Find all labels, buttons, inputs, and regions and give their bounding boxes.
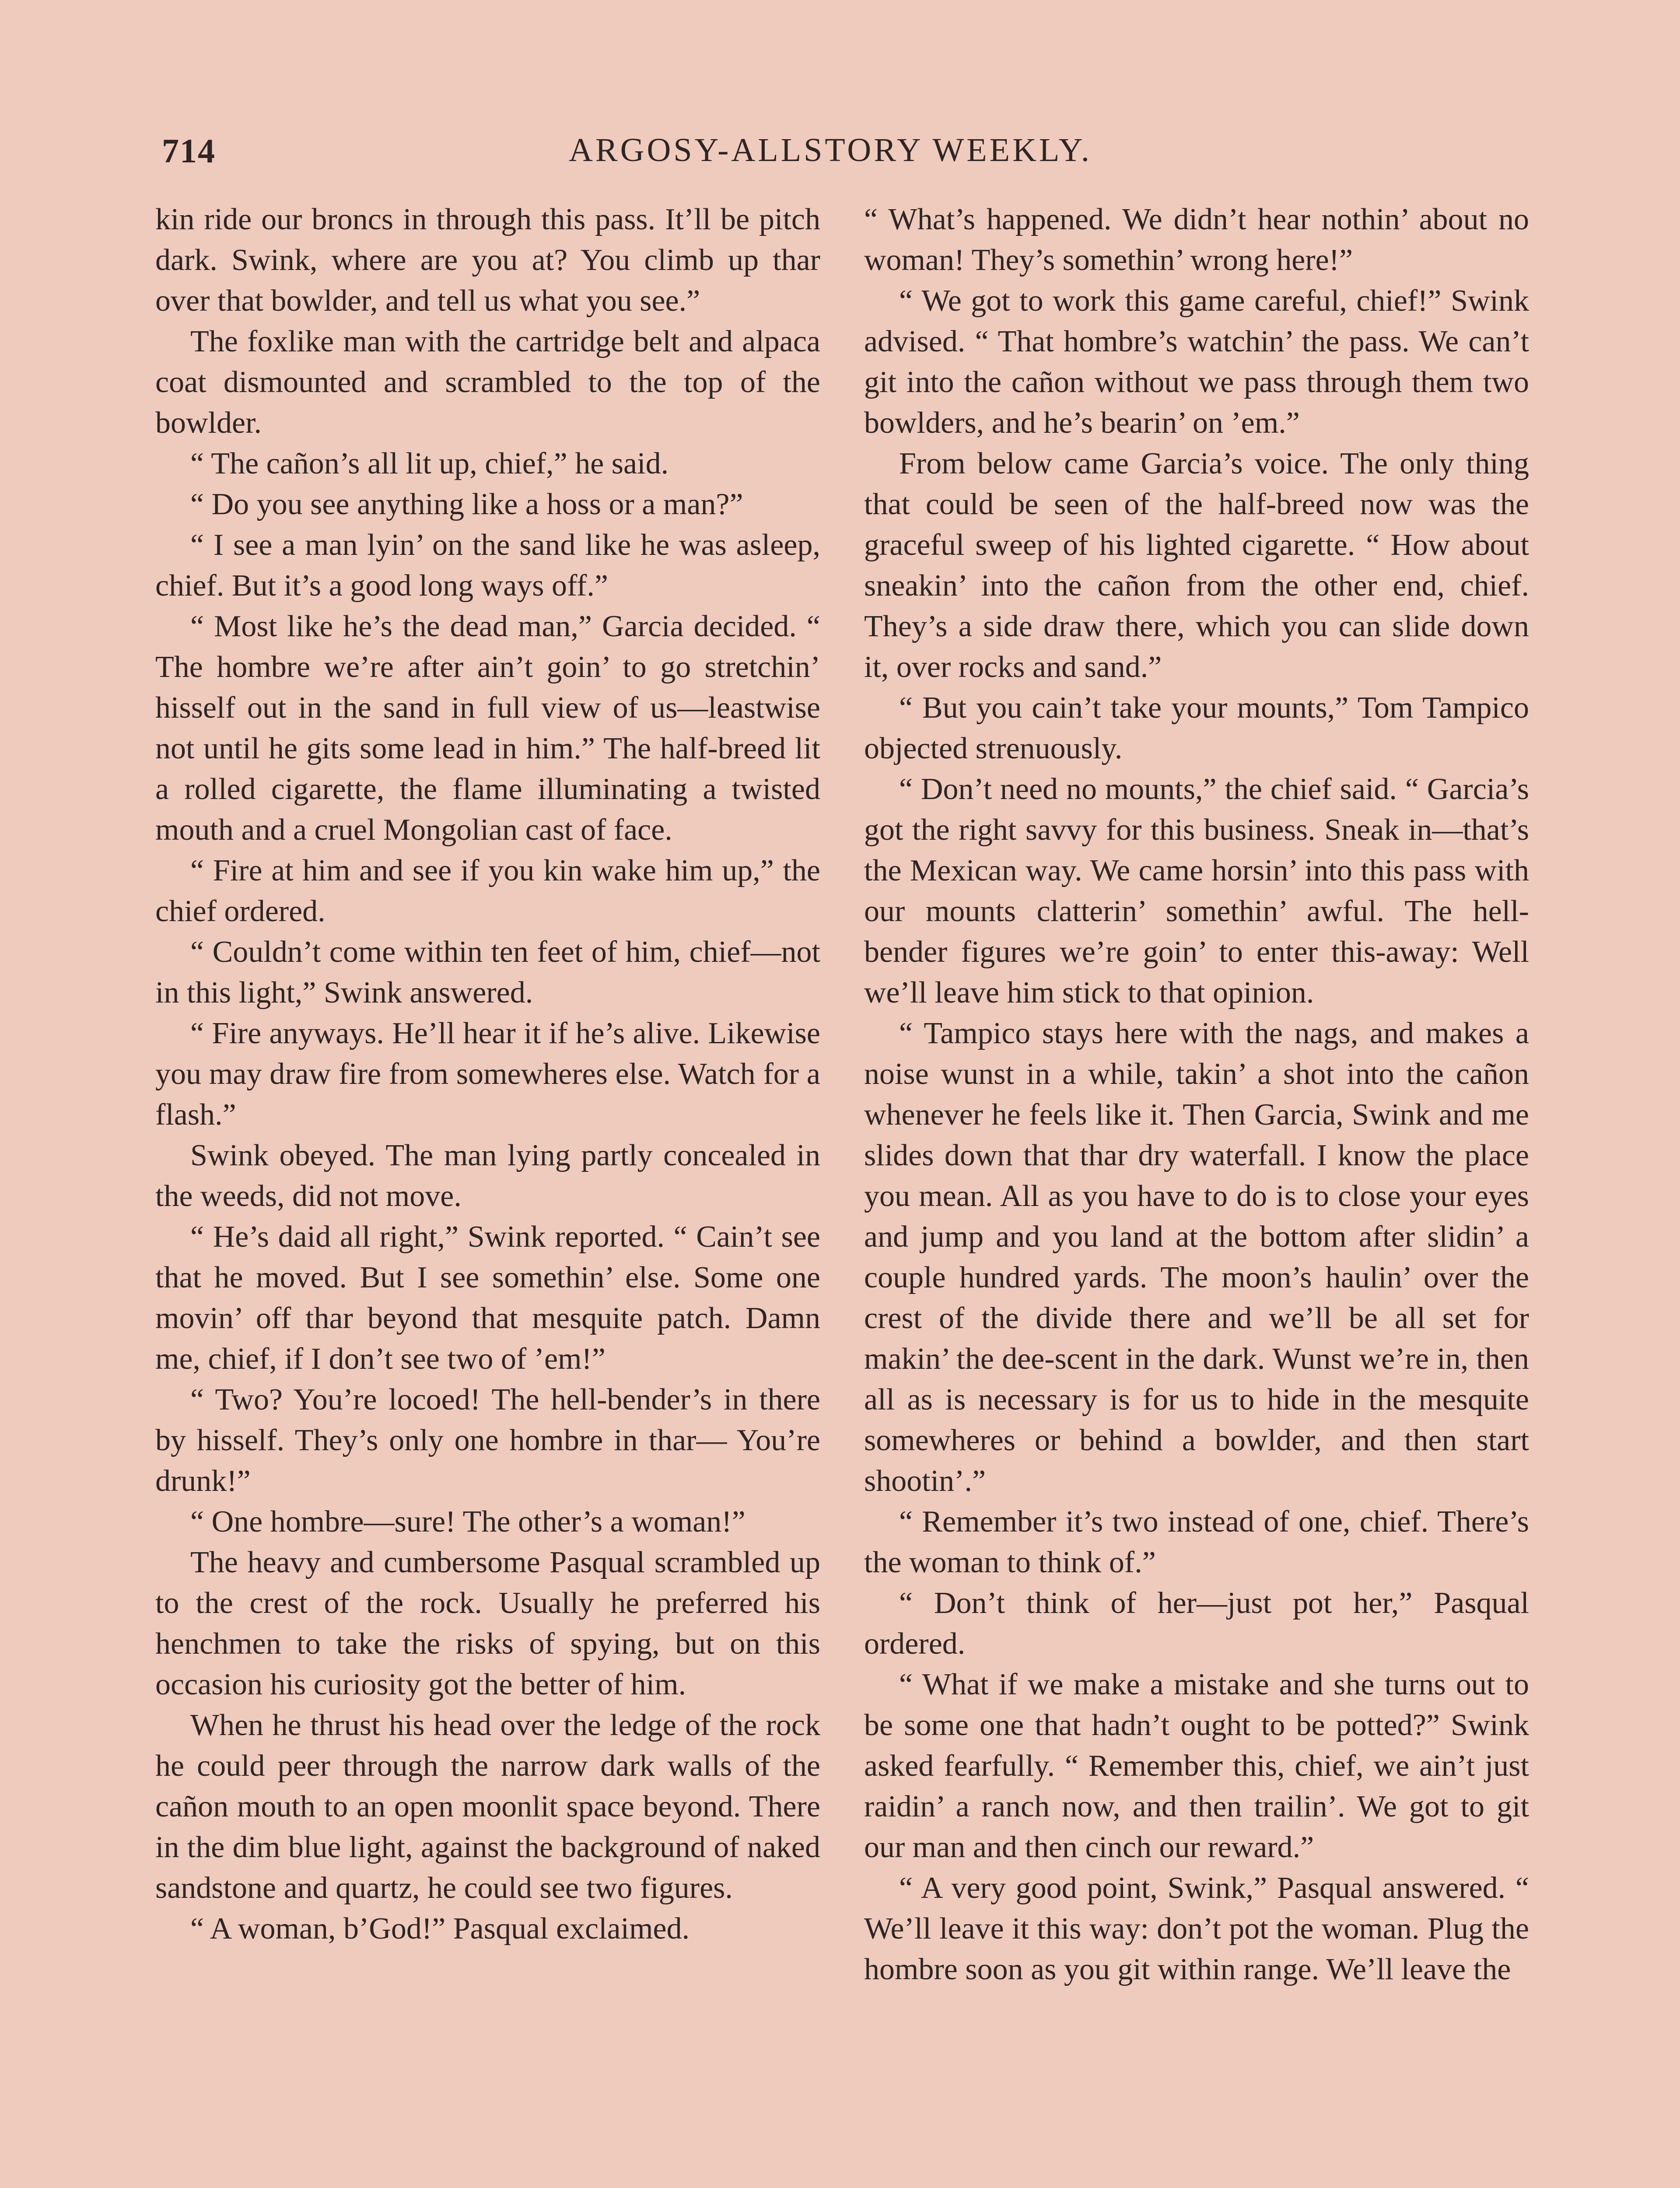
paragraph: “ Don’t need no mounts,” the chief said. “ Garcia’s got the right savvy for this business. Sneak in—that’s the Mexican way. We came horsin’ into this pass with our mounts clatterin’ somethin’ awful. The hell-bender figures we’re goin’ to enter this-away: Well we’ll leave him stick to that opinion. <box>864 772 1529 1010</box>
left-column <box>155 199 820 1949</box>
paragraph: “ Two? You’re locoed! The hell-bender’s in there by hisself. They’s only one hombre in thar— You’re drunk!” <box>155 1383 820 1498</box>
paragraph: “ But you cain’t take your mounts,” Tom Tampico objected strenuously. <box>864 691 1529 765</box>
paragraph: The heavy and cumbersome Pasqual scrambled up to the crest of the rock. Usually he preferred his henchmen to take the risks of spying, but on this occasion his curiosity got the better of him. <box>155 1546 820 1701</box>
paragraph: “ A woman, b’God!” Pasqual exclaimed. <box>190 1912 690 1946</box>
paragraph: From below came Garcia’s voice. The only thing that could be seen of the half-breed now was the graceful sweep of his lighted cigarette. “ How about sneakin’ into the cañon from the other end, chief. They’s a side draw there, which you can slide down it, over rocks and sand.” <box>864 447 1529 684</box>
paragraph: “ One hombre—sure! The other’s a woman!” <box>190 1505 746 1539</box>
page-header <box>158 131 1536 184</box>
paragraph: “ Fire at him and see if you kin wake him up,” the chief ordered. <box>155 854 820 928</box>
paragraph: The foxlike man with the cartridge belt and alpaca coat dismounted and scrambled to the top of the bowlder. <box>155 325 820 440</box>
paragraph: “ What if we make a mistake and she turns out to be some one that hadn’t ought to be potted?” Swink asked fearfully. “ Remember this, chief, we ain’t just raidin’ a ranch now, and then trailin’. We got to git our man and then cinch our reward.” <box>864 1668 1529 1864</box>
paragraph: “ He’s daid all right,” Swink reported. “ Cain’t see that he moved. But I see somethin’ else. Some one movin’ off thar beyond that mesquite patch. Damn me, chief, if I don’t see two of ’em!” <box>155 1220 820 1376</box>
paragraph: “ Do you see anything like a hoss or a man?” <box>190 487 743 521</box>
paragraph: “ Couldn’t come within ten feet of him, chief—not in this light,” Swink answered. <box>155 935 820 1010</box>
paragraph: “ I see a man lyin’ on the sand like he was asleep, chief. But it’s a good long ways off.” <box>155 528 820 603</box>
paragraph: “ We got to work this game careful, chief!” Swink advised. “ That hombre’s watchin’ the pass. We can’t git into the cañon without we pass through them two bowlders, and he’s bearin’ on ’em.” <box>864 284 1529 440</box>
paragraph: “ What’s happened. We didn’t hear nothin’ about no woman! They’s somethin’ wrong here!” <box>864 203 1529 277</box>
right-column <box>864 199 1529 1990</box>
paragraph: “ Remember it’s two instead of one, chief. There’s the woman to think of.” <box>864 1505 1529 1579</box>
paragraph: “ Most like he’s the dead man,” Garcia decided. “ The hombre we’re after ain’t goin’ to go stretchin’ hisself out in the sand in full view of us—leastwise not until he gits some lead in him.” The half-breed lit a rolled cigarette, the flame illuminating a twisted mouth and a cruel Mongolian cast of face. <box>155 610 820 847</box>
paragraph: “ The cañon’s all lit up, chief,” he said. <box>190 447 669 480</box>
paragraph: “ Fire anyways. He’ll hear it if he’s alive. Likewise you may draw fire from somewheres else. Watch for a flash.” <box>155 1017 820 1132</box>
paragraph: When he thrust his head over the ledge of the rock he could peer through the narrow dark walls of the cañon mouth to an open moonlit space beyond. There in the dim blue light, against the background of naked sandstone and quartz, he could see two figures. <box>155 1708 820 1905</box>
paragraph: “ Tampico stays here with the nags, and makes a noise wunst in a while, takin’ a shot into the cañon whenever he feels like it. Then Garcia, Swink and me slides down that thar dry waterfall. I know the place you mean. All as you have to do is to close your eyes and jump and you land at the bottom after slidin’ a couple hundred yards. The moon’s haulin’ over the crest of the divide there and we’ll be all set for makin’ the dee-scent in the dark. Wunst we’re in, then all as is necessary is for us to hide in the mesquite somewheres or behind a bowlder, and then start shootin’.” <box>864 1017 1529 1498</box>
paragraph: kin ride our broncs in through this pass. It’ll be pitch dark. Swink, where are you at? You climb up thar over that bowlder, and tell us what you see.” <box>155 203 820 318</box>
paragraph: Swink obeyed. The man lying partly concealed in the weeds, did not move. <box>155 1139 820 1213</box>
paragraph: “ A very good point, Swink,” Pasqual answered. “ We’ll leave it this way: don’t pot the woman. Plug the hombre soon as you git within range. We’ll leave the <box>864 1871 1529 1986</box>
running-title: ARGOSY-ALLSTORY WEEKLY. <box>569 132 1092 168</box>
page-number: 714 <box>162 132 216 170</box>
paragraph: “ Don’t think of her—just pot her,” Pasqual ordered. <box>864 1586 1529 1661</box>
